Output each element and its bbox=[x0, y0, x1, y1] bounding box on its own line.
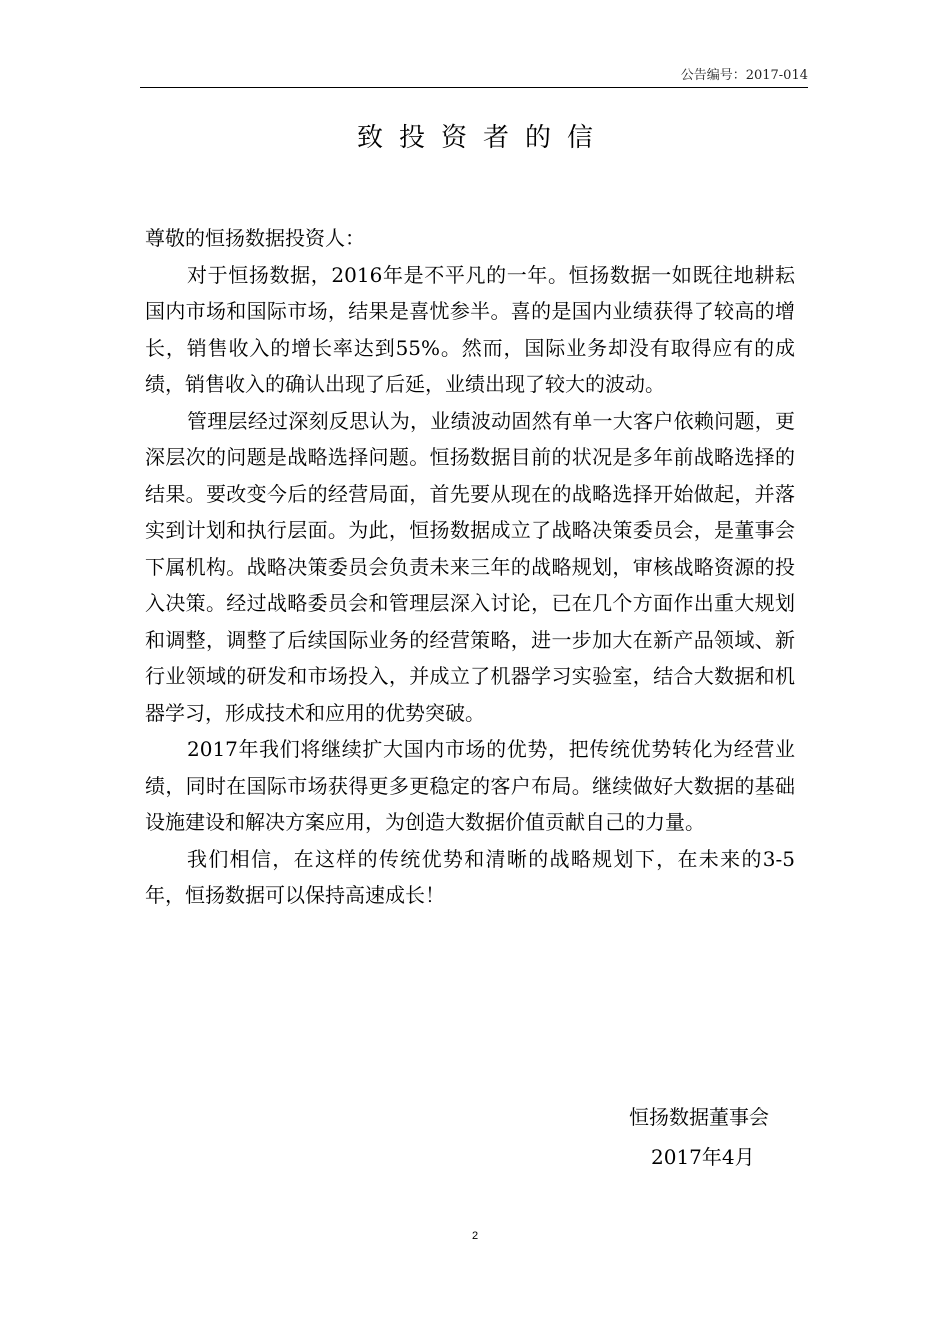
paragraph-1: 对于恒扬数据，2016年是不平凡的一年。恒扬数据一如既往地耕耘国内市场和国际市场，结果是喜忧参半。喜的是国内业绩获得了较高的增长，销售收入的增长率达到55%。然而，国际业务却没有取得应有的成绩，销售收入的确认出现了后延，业绩出现了较大的波动。 bbox=[145, 262, 795, 396]
announcement-number: 公告编号：2017-014 bbox=[680, 68, 808, 83]
signature-block bbox=[600, 1097, 800, 1177]
letter-body bbox=[145, 220, 795, 914]
paragraph-4: 我们相信，在这样的传统优势和清晰的战略规划下，在未来的3-5年，恒扬数据可以保持高速成长！ bbox=[145, 846, 795, 907]
paragraph-2: 管理层经过深刻反思认为，业绩波动固然有单一大客户依赖问题，更深层次的问题是战略选择问题。恒扬数据目前的状况是多年前战略选择的结果。要改变今后的经营局面，首先要从现在的战略选择开始做起，并落实到计划和执行层面。为此，恒扬数据成立了战略决策委员会，是董事会下属机构。战略决策委员会负责未来三年的战略规划，审核战略资源的投入决策。经过战略委员会和管理层深入讨论，已在几个方面作出重大规划和调整，调整了后续国际业务的经营策略，进一步加大在新产品领域、新行业领域的研发和市场投入，并成立了机器学习实验室，结合大数据和机器学习，形成技术和应用的优势突破。 bbox=[145, 408, 795, 725]
signature-date: 2017年4月 bbox=[651, 1145, 755, 1169]
letter-title: 致投资者的信 bbox=[356, 123, 609, 153]
signature-organization: 恒扬数据董事会 bbox=[629, 1105, 769, 1129]
header-divider bbox=[140, 87, 808, 88]
salutation: 尊敬的恒扬数据投资人： bbox=[145, 226, 365, 250]
paragraph-3: 2017年我们将继续扩大国内市场的优势，把传统优势转化为经营业绩，同时在国际市场获得更多更稳定的客户布局。继续做好大数据的基础设施建设和解决方案应用，为创造大数据价值贡献自己的力量。 bbox=[145, 737, 795, 834]
page-number: 2 bbox=[471, 1230, 479, 1242]
